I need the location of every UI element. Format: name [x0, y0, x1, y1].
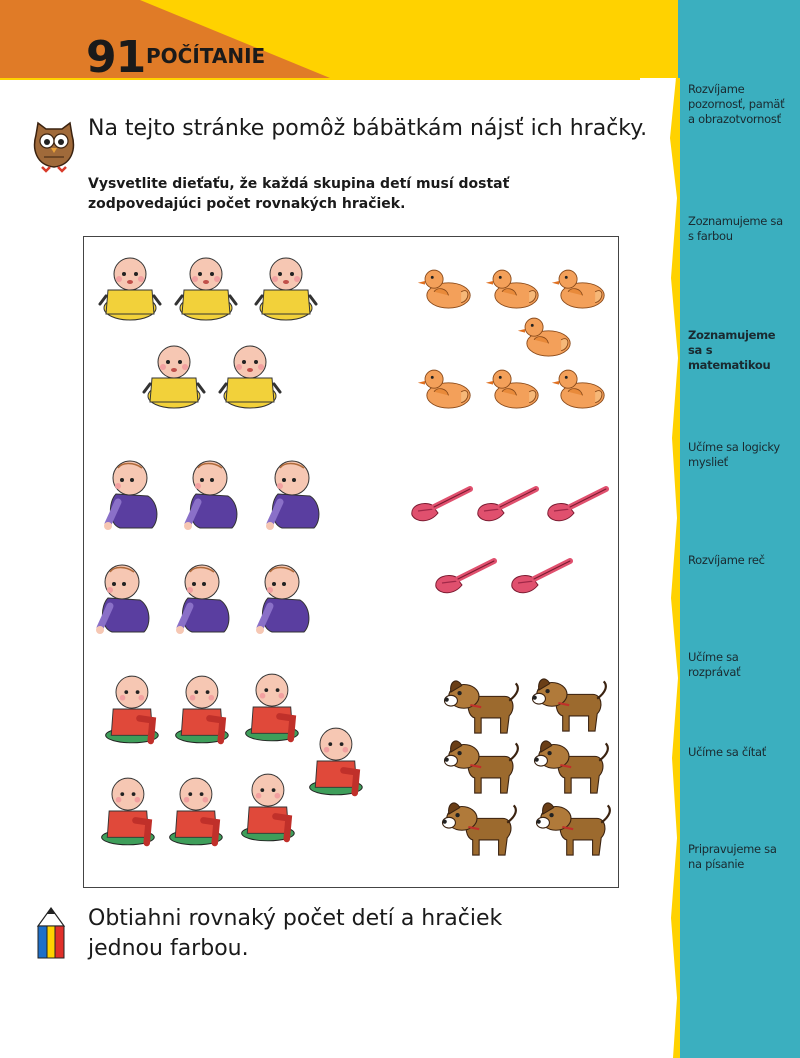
page-torn-edge [640, 78, 682, 1058]
duck [484, 264, 540, 316]
sidebar-item-talking[interactable]: Učíme sa rozprávať [688, 650, 741, 679]
duck [550, 264, 606, 316]
shovel [432, 556, 498, 598]
duck [484, 364, 540, 416]
sidebar-item-logic[interactable]: Učíme sa logicky myslieť [688, 440, 780, 469]
baby-yellow [172, 250, 238, 336]
baby-yellow [140, 338, 206, 424]
sidebar-item-reading[interactable]: Učíme sa čítať [688, 745, 766, 759]
baby-purple [248, 556, 314, 640]
baby-purple [88, 556, 154, 640]
duck [550, 364, 606, 416]
duck [416, 264, 472, 316]
intro-text: Na tejto stránke pomôž bábätkám nájsť ich hračky. [88, 116, 648, 141]
task-text: Obtiahni rovnaký počet detí a hračiek jednou farbou. [88, 906, 503, 961]
baby-red [164, 766, 226, 856]
page-number: 91 [86, 32, 146, 83]
dog [528, 734, 610, 796]
dog [438, 674, 520, 736]
sidebar-item-attention[interactable]: Rozvíjame pozornosť, pamäť a obrazotvornosť [688, 82, 785, 126]
baby-red [100, 664, 162, 754]
dog [438, 734, 520, 796]
baby-red [304, 716, 366, 806]
baby-purple [168, 556, 234, 640]
duck [416, 364, 472, 416]
dog [526, 672, 608, 734]
owl-icon [32, 115, 76, 173]
sidebar-band [678, 0, 800, 1058]
pencil-icon [34, 906, 68, 960]
sidebar-item-writing[interactable]: Pripravujeme sa na písanie [688, 842, 777, 871]
shovel [408, 484, 474, 526]
baby-purple [176, 452, 242, 536]
baby-purple [96, 452, 162, 536]
sidebar-item-math[interactable]: Zoznamujeme sa s matematikou [688, 328, 776, 372]
baby-red [240, 662, 302, 752]
instruction-text: Vysvetlite dieťaťu, že každá skupina detí musí dostať zodpovedajúci počet rovnakých hračiek. [88, 176, 510, 212]
sidebar-item-speech[interactable]: Rozvíjame reč [688, 553, 765, 567]
baby-yellow [252, 250, 318, 336]
baby-red [170, 664, 232, 754]
shovel [544, 484, 610, 526]
sidebar-item-colors[interactable]: Zoznamujeme sa s farbou [688, 214, 783, 243]
baby-purple [258, 452, 324, 536]
section-title: POČÍTANIE [146, 44, 266, 68]
duck [516, 312, 572, 364]
baby-red [96, 766, 158, 856]
baby-yellow [96, 250, 162, 336]
dog [436, 796, 518, 858]
shovel [474, 484, 540, 526]
shovel [508, 556, 574, 598]
baby-yellow [216, 338, 282, 424]
baby-red [236, 762, 298, 852]
dog [530, 796, 612, 858]
